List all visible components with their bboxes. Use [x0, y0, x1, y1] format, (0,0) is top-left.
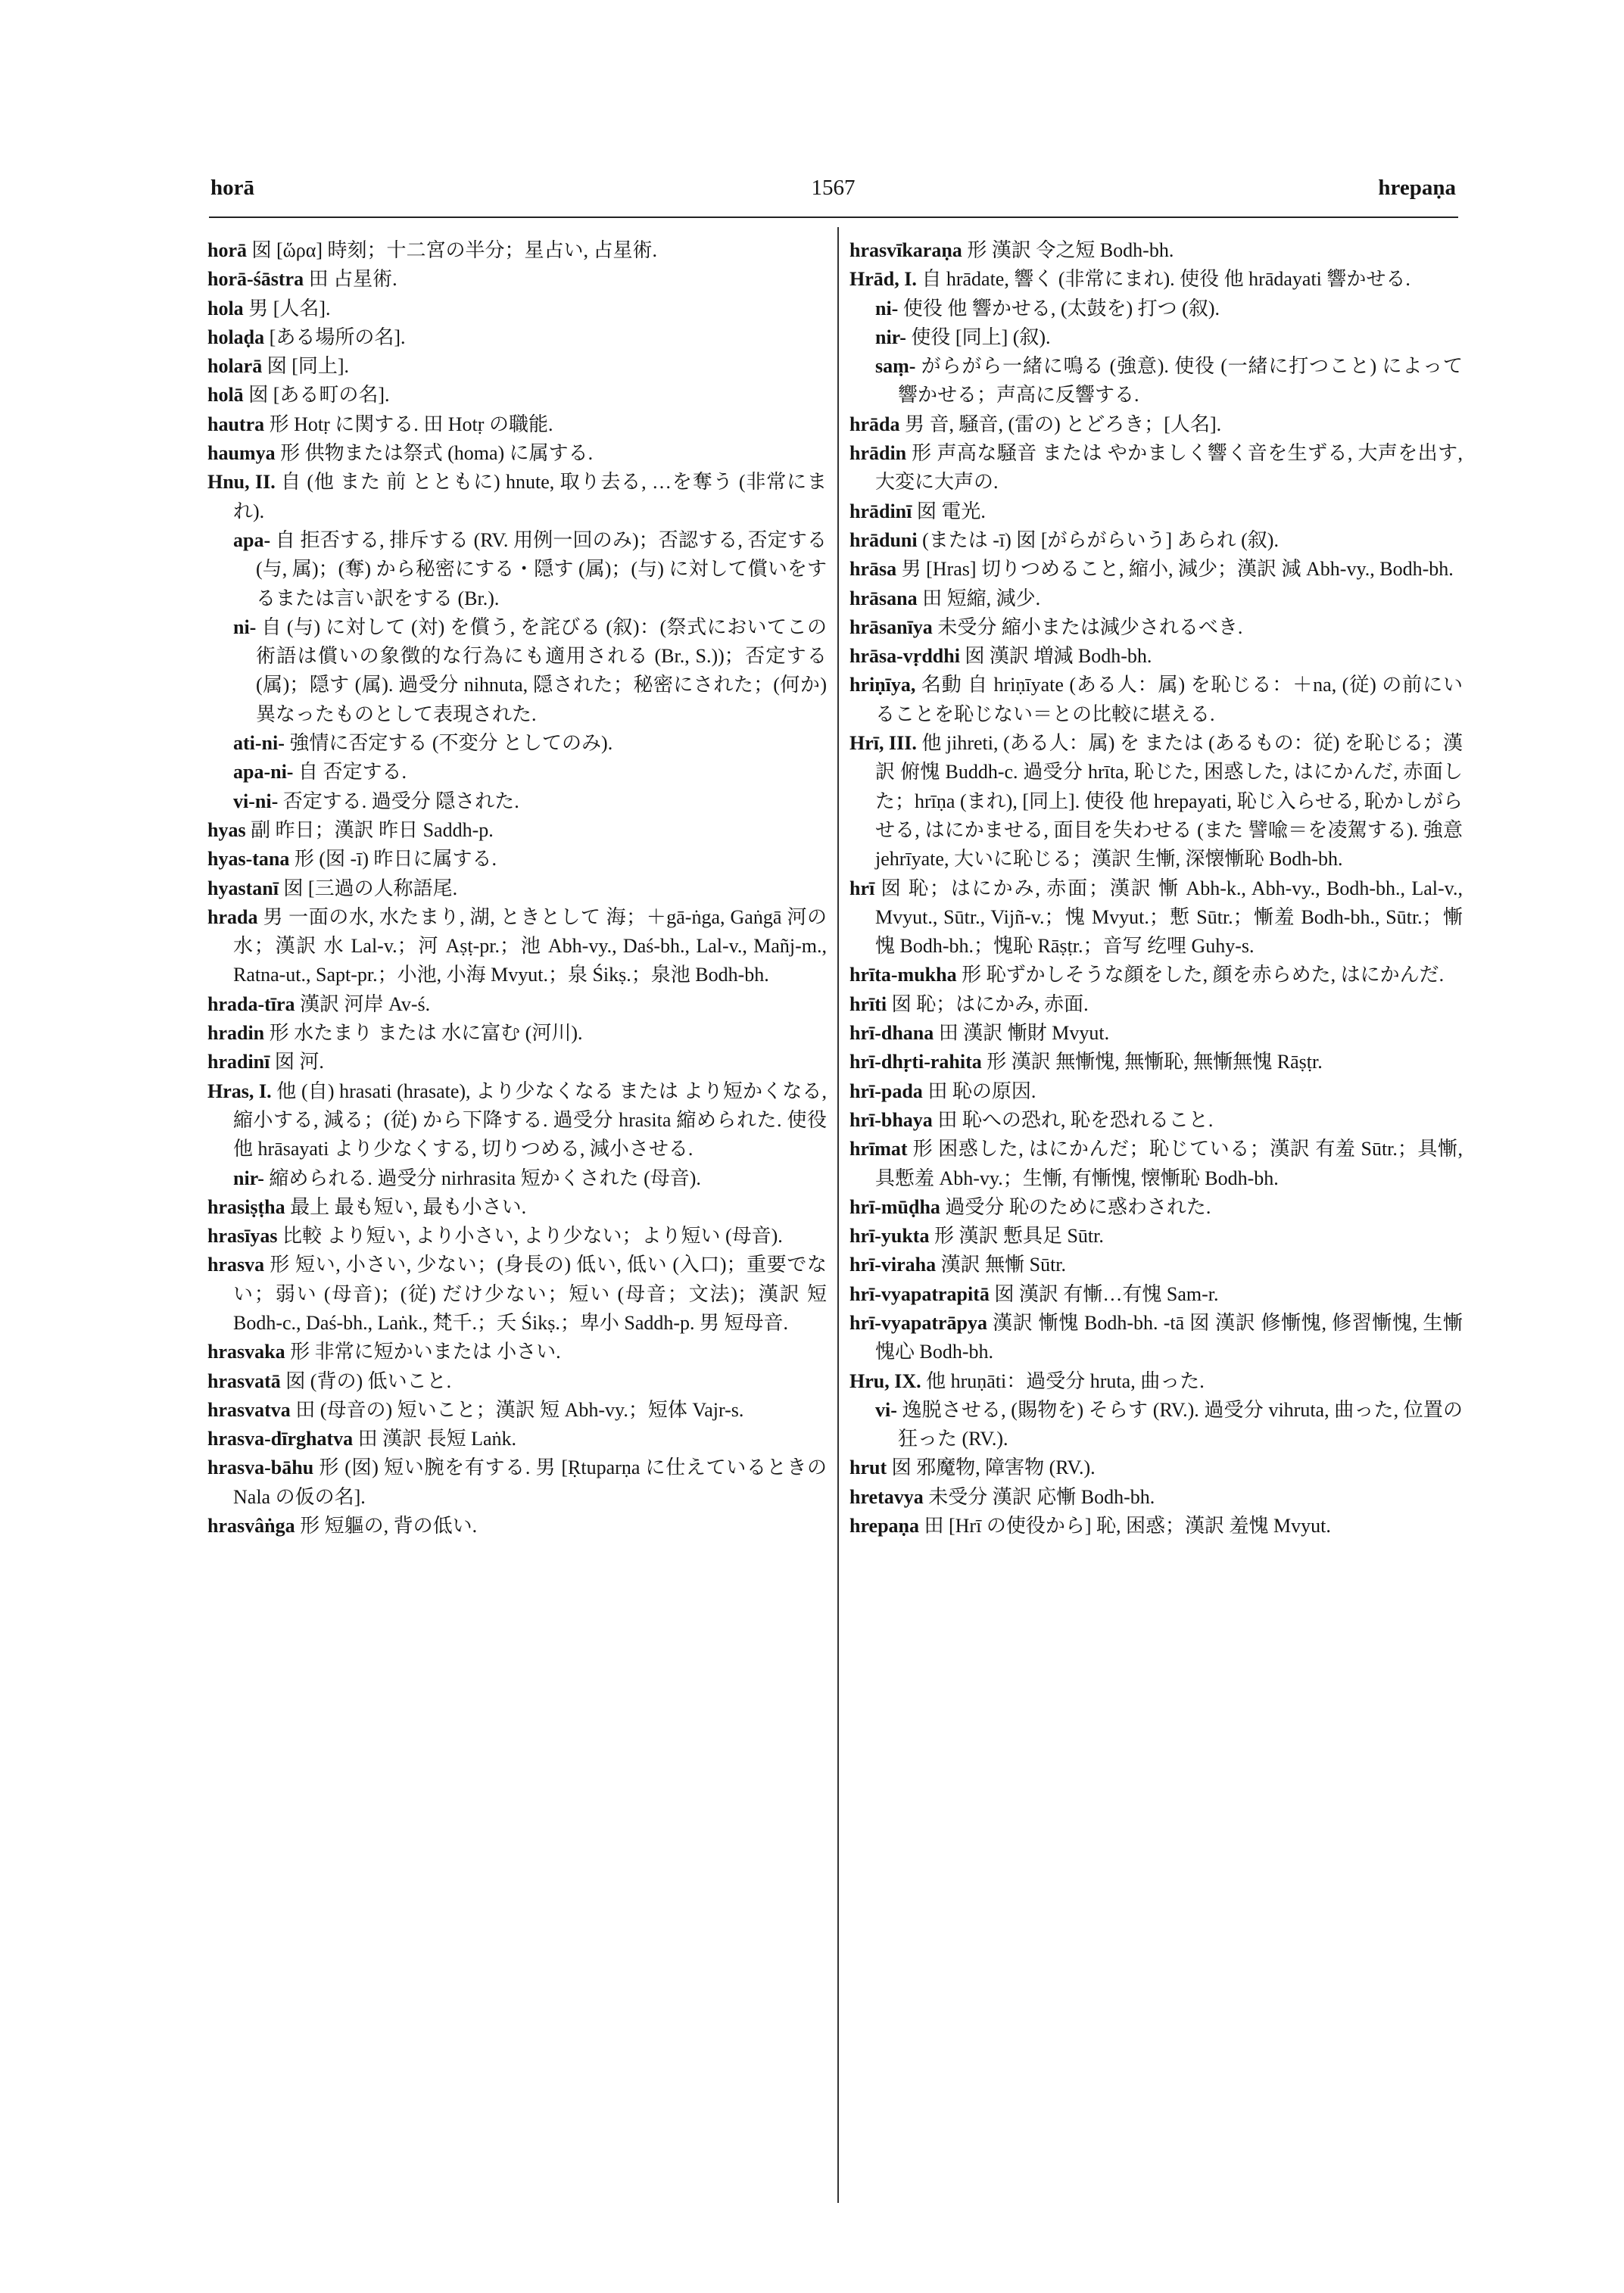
dictionary-entry — [849, 642, 1463, 671]
entry-definition: 縮められる. 過受分 nirhrasita 短かくされた (母音). — [269, 1167, 701, 1189]
entry-headword: nir- — [233, 1167, 264, 1189]
entry-headword: hrīmat — [849, 1138, 908, 1161]
entry-headword: ni- — [875, 297, 899, 319]
dictionary-entry — [207, 1512, 827, 1541]
entry-headword: hrī-yukta — [849, 1225, 930, 1248]
dictionary-entry — [849, 1077, 1463, 1106]
entry-definition: 囡 (背の) 低いこと. — [285, 1369, 452, 1392]
entry-headword: hrasīyas — [207, 1225, 278, 1248]
entry-headword: hrāsana — [849, 587, 918, 609]
dictionary-entry — [849, 1106, 1463, 1135]
entry-definition: 逸脱させる, (賜物を) そらす (RV.). 過受分 vihruta, 曲った, 位置の狂った (RV.). — [898, 1398, 1463, 1450]
entry-definition: 形 漢訳 令之短 Bodh-bh. — [967, 239, 1174, 261]
entry-headword: hrī-pada — [849, 1080, 923, 1102]
dictionary-entry — [849, 497, 1463, 526]
page-number: 1567 — [811, 176, 856, 200]
dictionary-entry — [207, 1367, 827, 1396]
entry-headword: hrī-dhana — [849, 1022, 934, 1045]
entry-headword: hrī-vyapatrāpya — [849, 1311, 987, 1334]
dictionary-entry — [849, 1019, 1463, 1048]
dictionary-entry — [207, 1251, 827, 1338]
entry-definition: 囡 漢訳 有慚…有愧 Sam-r. — [994, 1282, 1219, 1305]
entry-definition: 囡 恥；はにかみ, 赤面；漢訳 慚 Abh-k., Abh-vy., Bodh-bh., Lal-v., Mvyut., Sūtr., Vijñ-v.；愧 Mvyut.；慙 Sūtr.；慚羞 Bodh-bh., Sūtr.；慚愧 Bodh-bh.；愧恥 Rāṣṭr.；音写 纥哩 Guhy-s. — [875, 877, 1463, 958]
dictionary-entry — [207, 1222, 827, 1251]
dictionary-entry — [207, 990, 827, 1019]
entry-definition: 自 拒否する, 排斥する (RV. 用例一回のみ)；否認する, 否定する (与, 属)；(奪) から秘密にする・隠す (属)；(与) に対して償いをするまたは言い訳をする (Br.). — [256, 528, 827, 609]
entry-headword: hrasva — [207, 1254, 265, 1276]
dictionary-entry — [849, 236, 1463, 265]
entry-headword: hradin — [207, 1022, 265, 1045]
entry-definition: 形 非常に短かいまたは 小さい. — [290, 1341, 561, 1363]
dictionary-entry — [849, 265, 1463, 294]
entry-definition: 形 Hotṛ に関する. 田 Hotṛ の職能. — [269, 413, 553, 435]
entry-headword: hrāduni — [849, 528, 918, 551]
entry-headword: hrī-dhṛti-rahita — [849, 1051, 982, 1073]
entry-headword: Hru, IX. — [849, 1369, 921, 1392]
entry-headword: apa-ni- — [233, 761, 294, 784]
entry-definition: 男 一面の水, 水たまり, 湖, ときとして 海；＋gā-ṅga, Gaṅgā 河の水；漢訳 水 Lal-v.；河 Aṣṭ-pr.；池 Abh-vy., Daś-bh., Lal-v., Mañj-m., Ratna-ut., Sapt-pr.；小池, 小海 Mvyut.；泉 Śikṣ.；泉池 Bodh-bh. — [233, 905, 827, 986]
dictionary-entry — [207, 439, 827, 468]
entry-headword: hrīti — [849, 992, 887, 1015]
dictionary-entry — [207, 265, 827, 294]
entry-headword: ni- — [233, 615, 257, 638]
entry-headword: hretavya — [849, 1485, 924, 1508]
dictionary-entry — [207, 1453, 827, 1512]
dictionary-entry — [849, 1309, 1463, 1367]
entry-definition: 囡 [三過の人称語尾. — [283, 877, 458, 899]
entry-definition: 形 漢訳 無慚愧, 無慚恥, 無慚無愧 Rāṣṭr. — [987, 1051, 1323, 1073]
dictionary-entry — [207, 236, 827, 265]
dictionary-entry — [207, 352, 827, 381]
dictionary-entry — [849, 1193, 1463, 1222]
entry-headword: hrasva-dīrghatva — [207, 1428, 354, 1450]
entry-definition: 強情に否定する (不変分 としてのみ). — [289, 732, 613, 755]
entry-headword: Hras, I. — [207, 1080, 272, 1102]
entry-headword: hrī-mūḍha — [849, 1195, 940, 1218]
entry-definition: 漢訳 無慚 Sūtr. — [940, 1254, 1067, 1276]
entry-headword: hrāsa-vṛddhi — [849, 645, 960, 668]
entry-headword: hrāda — [849, 413, 900, 435]
dictionary-entry — [849, 410, 1463, 439]
entry-definition: 未受分 漢訳 応慚 Bodh-bh. — [928, 1485, 1155, 1508]
entry-definition: 形 短軀の, 背の低い. — [300, 1515, 478, 1537]
entry-definition: 他 (自) hrasati (hrasate), より少なくなる または より短かくなる, 縮小する, 減る；(従) から下降する. 過受分 hrasita 縮められた. 使役 他 hrāsayati より少なくする, 切りつめる, 減小させる. — [233, 1080, 827, 1161]
dictionary-entry — [207, 1338, 827, 1366]
entry-definition: 最上 最も短い, 最も小さい. — [290, 1195, 527, 1218]
entry-definition: 使役 [同上] (叙). — [911, 326, 1051, 348]
entry-definition: 自 (与) に対して (対) を償う, を詫びる (叙)：(祭式においてこの術語は償いの象徴的な行為にも適用される (Br., S.))；否定する (属)；隠す (属). 過受分 nihnuta, 隠された；秘密にされた；(何か) 異なったものとして表現された. — [256, 615, 827, 725]
dictionary-entry — [207, 845, 827, 874]
entry-definition: 田 漢訳 慚財 Mvyut. — [938, 1022, 1110, 1045]
entry-headword: hrādin — [849, 442, 907, 465]
entry-definition: 田 恥の原因. — [927, 1080, 1036, 1102]
entry-headword: hrada-tīra — [207, 992, 295, 1015]
entry-definition: 形 声高な騒音 または やかましく響く音を生ずる, 大声を出す, 大変に大声の. — [875, 442, 1463, 494]
entry-definition: 囡 河. — [274, 1051, 324, 1073]
entry-definition: 比較 より短い, より小さい, より少ない；より短い (母音). — [282, 1225, 783, 1248]
left-running-headword: horā — [210, 176, 254, 200]
entry-headword: hrasvatva — [207, 1398, 291, 1421]
dictionary-entry — [207, 1425, 827, 1453]
entry-definition: 男 音, 騒音, (雷の) とどろき；[人名]. — [904, 413, 1222, 435]
entry-definition: 形 水たまり または 水に富む (河川). — [269, 1022, 583, 1045]
dictionary-entry — [849, 1280, 1463, 1309]
entry-definition: 田 短縮, 減少. — [922, 587, 1041, 609]
entry-headword: hrasvaka — [207, 1341, 285, 1363]
entry-headword: apa- — [233, 528, 271, 551]
sub-entry — [849, 294, 1463, 323]
dictionary-entry — [207, 1019, 827, 1048]
entry-definition: 自 hrādate, 響く (非常にまれ). 使役 他 hrādayati 響かせる. — [921, 268, 1410, 291]
dictionary-entry — [849, 613, 1463, 642]
entry-headword: hrasvatā — [207, 1369, 281, 1392]
dictionary-entry — [849, 555, 1463, 584]
entry-headword: vi-ni- — [233, 790, 279, 812]
entry-headword: hrasvâṅga — [207, 1515, 295, 1537]
dictionary-entry — [207, 410, 827, 439]
sub-entry — [849, 352, 1463, 410]
dictionary-entry — [207, 903, 827, 990]
dictionary-entry — [207, 1396, 827, 1425]
dictionary-entry — [849, 584, 1463, 613]
entry-definition: 田 占星術. — [308, 268, 397, 291]
dictionary-entry — [849, 1512, 1463, 1541]
entry-definition: 形 (囡) 短い腕を有する. 男 [Ṛtuparṇa に仕えているときの Nala の仮の名]. — [233, 1456, 827, 1508]
entry-headword: hriṇīya, — [849, 674, 916, 696]
dictionary-entry — [207, 1048, 827, 1076]
entry-definition: 未受分 縮小または減少されるべき. — [937, 615, 1243, 638]
entry-definition: 形 困惑した, はにかんだ；恥じている；漢訳 有羞 Sūtr.；具慚, 具慙羞 Abh-vy.；生慚, 有慚愧, 懐慚恥 Bodh-bh. — [875, 1138, 1463, 1189]
dictionary-entry — [849, 1135, 1463, 1193]
sub-entry — [207, 729, 827, 758]
entry-definition: 囡 電光. — [916, 500, 986, 522]
entry-headword: holaḍa — [207, 326, 265, 348]
entry-headword: hrāsa — [849, 558, 897, 581]
entry-definition: 田 恥への恐れ, 恥を恐れること. — [937, 1108, 1214, 1131]
entry-definition: 田 [Hrī の使役から] 恥, 困惑；漢訳 羞愧 Mvyut. — [924, 1515, 1331, 1537]
left-column — [207, 236, 827, 1541]
sub-entry — [207, 613, 827, 729]
entry-definition: 囡 [ὥρα] 時刻；十二宮の半分；星占い, 占星術. — [251, 239, 658, 261]
sub-entry — [849, 323, 1463, 352]
entry-headword: hrī — [849, 877, 875, 899]
dictionary-entry — [849, 439, 1463, 497]
entry-headword: hrīta-mukha — [849, 964, 957, 986]
entry-definition: 男 [Hras] 切りつめること, 縮小, 減少；漢訳 減 Abh-vy., Bodh-bh. — [901, 558, 1454, 581]
dictionary-entry — [849, 1048, 1463, 1076]
entry-headword: ati-ni- — [233, 732, 285, 755]
header-rule — [209, 217, 1458, 218]
entry-definition: 形 (囡 -ī) 昨日に属する. — [294, 848, 497, 871]
column-divider — [837, 227, 839, 2203]
entry-definition: 自 (他 また 前 とともに) hnute, 取り去る, …を奪う (非常にまれ). — [233, 471, 827, 522]
dictionary-entry — [207, 323, 827, 352]
entry-headword: hyas-tana — [207, 848, 290, 871]
entry-headword: hradinī — [207, 1051, 270, 1073]
dictionary-entry — [849, 874, 1463, 961]
entry-headword: vi- — [875, 1398, 897, 1421]
entry-definition: 名動 自 hriṇīyate (ある人：属) を恥じる：＋na, (従) の前にいることを恥じない＝との比較に堪える. — [875, 674, 1463, 725]
entry-definition: 男 [人名]. — [248, 297, 331, 319]
entry-headword: hrī-viraha — [849, 1254, 937, 1276]
entry-headword: holarā — [207, 355, 263, 378]
sub-entry — [207, 787, 827, 816]
dictionary-entry — [207, 1193, 827, 1222]
dictionary-entry — [849, 990, 1463, 1019]
entry-headword: hrasvīkaraṇa — [849, 239, 962, 261]
entry-definition: 囡 邪魔物, 障害物 (RV.). — [891, 1456, 1096, 1479]
sub-entry — [207, 758, 827, 787]
entry-definition: 使役 他 響かせる, (太鼓を) 打つ (叙). — [902, 297, 1220, 319]
entry-headword: Hrī, III. — [849, 732, 917, 755]
dictionary-entry — [849, 961, 1463, 989]
entry-definition: 副 昨日；漢訳 昨日 Saddh-p. — [251, 818, 494, 841]
sub-entry — [207, 526, 827, 613]
entry-headword: hrasiṣṭha — [207, 1195, 285, 1218]
entry-headword: hrī-bhaya — [849, 1108, 933, 1131]
entry-definition: 形 漢訳 慙具足 Sūtr. — [934, 1225, 1104, 1248]
dictionary-entry — [207, 381, 827, 410]
entry-definition: 自 否定する. — [298, 761, 407, 784]
dictionary-entry — [207, 1077, 827, 1164]
entry-definition: (または -ī) 囡 [がらがらいう] あられ (叙). — [922, 528, 1279, 551]
dictionary-entry — [849, 671, 1463, 729]
entry-headword: hyastanī — [207, 877, 279, 899]
entry-headword: holā — [207, 384, 244, 407]
entry-definition: 漢訳 河岸 Av-ś. — [300, 992, 431, 1015]
entry-headword: hrada — [207, 905, 258, 928]
entry-headword: hrāsanīya — [849, 615, 933, 638]
entry-headword: Hnu, II. — [207, 471, 276, 494]
entry-definition: 囡 [ある町の名]. — [248, 384, 390, 407]
entry-definition: 他 hruṇāti：過受分 hruta, 曲った. — [926, 1369, 1205, 1392]
entry-headword: hrī-vyapatrapitā — [849, 1282, 990, 1305]
dictionary-entry — [849, 526, 1463, 555]
dictionary-entry — [849, 1483, 1463, 1512]
entry-headword: horā — [207, 239, 247, 261]
entry-headword: hola — [207, 297, 244, 319]
sub-entry — [849, 1396, 1463, 1454]
entry-headword: hrasva-bāhu — [207, 1456, 314, 1479]
entry-headword: hrādinī — [849, 500, 912, 522]
right-column — [849, 236, 1463, 1541]
entry-definition: 形 短い, 小さい, 少ない；(身長の) 低い, 低い (入口)；重要でない；弱い (母音)；(従) だけ少ない；短い (母音；文法)；漢訳 短 Bodh-c., Daś-bh., Laṅk., 梵千.；夭 Śikṣ.；卑小 Saddh-p. 男 短母音. — [233, 1254, 827, 1334]
entry-headword: nir- — [875, 326, 906, 348]
entry-definition: 囡 恥；はにかみ, 赤面. — [891, 992, 1089, 1015]
entry-headword: hrepaṇa — [849, 1515, 919, 1537]
dictionary-entry — [849, 1251, 1463, 1279]
dictionary-entry — [849, 1453, 1463, 1482]
entry-definition: 形 恥ずかしそうな顔をした, 顔を赤らめた, はにかんだ. — [962, 964, 1445, 986]
entry-headword: horā-śāstra — [207, 268, 304, 291]
entry-definition: 囡 漢訳 増減 Bodh-bh. — [965, 645, 1152, 668]
entry-definition: 田 漢訳 長短 Laṅk. — [357, 1428, 517, 1450]
entry-headword: hyas — [207, 818, 246, 841]
entry-definition: 形 供物または祭式 (homa) に属する. — [280, 442, 594, 465]
entry-definition: 田 (母音の) 短いこと；漢訳 短 Abh-vy.；短体 Vajr-s. — [295, 1398, 744, 1421]
dictionary-entry — [207, 294, 827, 323]
right-running-headword: hrepaṇa — [1378, 176, 1456, 200]
dictionary-entry — [849, 1222, 1463, 1251]
dictionary-entry — [207, 816, 827, 845]
entry-headword: saṃ- — [875, 355, 916, 378]
entry-definition: 漢訳 慚愧 Bodh-bh. -tā 囡 漢訳 修慚愧, 修習慚愧, 生慚愧心 Bodh-bh. — [875, 1311, 1463, 1363]
entry-headword: hrut — [849, 1456, 887, 1479]
sub-entry — [207, 1164, 827, 1193]
dictionary-entry — [207, 874, 827, 903]
entry-definition: 囡 [同上]. — [267, 355, 350, 378]
entry-definition: 過受分 恥のために惑わされた. — [945, 1195, 1211, 1218]
dictionary-entry — [207, 468, 827, 526]
page-header — [210, 176, 1456, 210]
entry-definition: 他 jihreti, (ある人：属) を または (あるもの：従) を恥じる；漢訳 俯愧 Buddh-c. 過受分 hrīta, 恥じた, 困惑した, はにかんだ, 赤面した；hrīṇa (まれ), [同上]. 使役 他 hrepayati, 恥じ入らせる, 恥かしがらせる, はにかませる, 面目を失わせる (また 譬喩＝を凌駕する). 強意 jehrīyate, 大いに恥じる；漢訳 生慚, 深懐慚恥 Bodh-bh. — [875, 732, 1463, 871]
entry-headword: hautra — [207, 413, 265, 435]
entry-definition: [ある場所の名]. — [269, 326, 406, 348]
entry-definition: 否定する. 過受分 隠された. — [282, 790, 519, 812]
entry-definition: がらがら一緒に鳴る (強意). 使役 (一緒に打つこと) によって響かせる；声高に反響する. — [898, 355, 1463, 407]
entry-headword: Hrād, I. — [849, 268, 917, 291]
dictionary-entry — [849, 1367, 1463, 1396]
entry-headword: haumya — [207, 442, 276, 465]
dictionary-entry — [849, 729, 1463, 874]
